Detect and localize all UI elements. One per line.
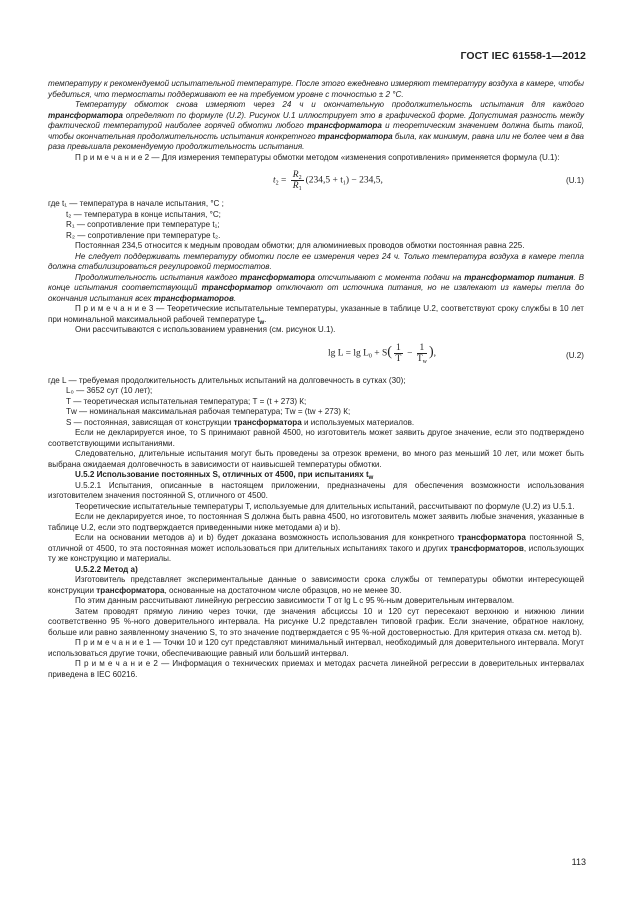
formula-text: ) − 234,5,: [345, 175, 383, 186]
note-text: .: [264, 314, 267, 324]
text: и используемых материалов.: [301, 417, 415, 427]
formula-u2: [48, 339, 584, 373]
document-body: [48, 79, 584, 680]
paragraph: Не следует поддерживать температуру обмотки после ее измерения через 24 ч. Только температура воздуха в камере тепла должна стабилизироваться регулировкой термостатов.: [48, 251, 584, 271]
formula-fraction: $\frac{1}{T_w}$: [416, 342, 427, 365]
paragraph: U.5.2.1 Испытания, описанные в настоящем приложении, предназначены для обеспечения возможности использования изготовителем значения постоянной S, отличного от 4500.: [48, 480, 584, 500]
note: [48, 153, 584, 164]
paragraph: [48, 100, 584, 153]
text: отключают от источника питания, но не извлекают из камеры тепла до окончания испытания всех: [48, 283, 584, 303]
term: трансформатора: [48, 110, 123, 120]
text: . В конце испытания соответствующий: [48, 272, 584, 292]
formula-fraction: $\frac{1}{T}$: [395, 342, 402, 364]
text: Если на основании методов а) и b) будет доказана возможность использования для конкретного: [75, 533, 458, 542]
term: трансформатора: [233, 417, 302, 427]
note-label: П р и м е ч а н и е 2: [75, 152, 150, 162]
paragraph: Если не декларируется иное, то S принимают равной 4500, но изготовитель может заявить другое значение, если это подтверждено соответствующими испытаниями.: [48, 428, 584, 448]
note-text: — Для измерения температуры обмотки методом «изменения сопротивления» применяется формула (U.1):: [149, 152, 560, 162]
section-heading: [48, 470, 584, 481]
text: , использующих ту же конструкцию и материалы.: [48, 543, 584, 563]
paragraph: [48, 273, 584, 305]
note-text: — Точки 10 и 120 сут представляют минимальный интервал, необходимый для доверительного интервала. Могут использоваться другие точки, обеспечивающие равный или больший интервал.: [48, 638, 584, 658]
paragraph: Теоретические испытательные температуры Т, используемые для длительных испытаний, рассчитывают по формуле (U.2) из U.5.1.: [75, 501, 575, 511]
formula-fraction: $\frac{R_2}{R_1}$: [292, 170, 302, 192]
formula-number: (U.1): [566, 176, 584, 185]
definition-item: L₀ — 3652 сут (10 лет);: [66, 386, 153, 395]
paragraph: [48, 533, 584, 565]
formula-numerator: R: [292, 170, 299, 180]
heading-text: U.5.2 Использование постоянных S, отличных от 4500, при испытаниях t: [75, 470, 369, 479]
term: трансформатор: [201, 283, 272, 292]
definition-item: R₁ — сопротивление при температуре t₁;: [66, 220, 220, 229]
section-heading: U.5.2.2 Метод а): [75, 564, 138, 574]
note-text: — Информация о технических приемах и методах расчета линейной регрессии в доверительных интервалах приведена в IEC 60216.: [48, 659, 584, 679]
paragraph: Следовательно, длительные испытания могут быть проведены за отрезок времени, во много раз меньший 10 лет, или может быть выбрана ожидаемая долговечность в зависимости от наивысшей температуры обмотки.: [48, 449, 584, 469]
definition-item: [48, 418, 584, 429]
formula-text: lg L = lg L: [328, 348, 369, 359]
term: трансформаторов: [450, 543, 524, 553]
text: отсчитывают с момента подачи на: [314, 272, 465, 282]
term: трансформатора: [96, 585, 165, 595]
definition-item: Тw — номинальная максимальная рабочая температура; Тw = (tw + 273) К;: [66, 407, 351, 416]
paragraph: температуру к рекомендуемой испытательной температуре. После этого ежедневно измеряют температуру воздуха в камере, чтобы убедиться, что термостаты поддерживают ее на требуемом уровне с точностью ± 2 °С.: [48, 79, 584, 99]
definition-item: R₂ — сопротивление при температуре t₂.: [66, 230, 221, 240]
page-number: 113: [571, 857, 586, 867]
definition-item: где t₁ — температура в начале испытания, °С ;: [48, 199, 224, 208]
term: трансформатор питания: [464, 272, 574, 282]
formula-number: (U.2): [566, 350, 584, 360]
note-text: — Теоретические испытательные температуры, указанные в таблице U.2, соответствуют сроку службы в 10 лет при номинальной максимальной рабочей температуре t: [48, 304, 585, 324]
formula-expression: $t_2$ = $\frac{R_2}{R_1}$ $(234,5 + t_1) - 234,5$,: [273, 170, 383, 192]
definitions-u1: [48, 199, 584, 241]
term: трансформатора: [317, 131, 393, 141]
paragraph: Они рассчитываются с использованием уравнения (см. рисунок U.1).: [75, 325, 336, 334]
text: .: [233, 293, 237, 303]
formula-denominator: R: [292, 181, 299, 191]
text: была, как минимум, равна или не более чем в два раза превышала рекомендуемую продолжительность испытания.: [48, 131, 584, 151]
text: Продолжительность испытания каждого: [75, 272, 241, 282]
text: определяют по формуле (U.2). Рисунок U.1 иллюстрирует это в графической форме. Допустимая разность между фактической температурой наиболее горячей обмотки любого: [48, 110, 584, 130]
paragraph: Постоянная 234,5 относится к медным проводам обмотки; для алюминиевых проводов обмотки постоянная равна 225.: [75, 241, 525, 250]
note-label: П р и м е ч а н и е 2: [75, 659, 158, 668]
term: трансформатора: [240, 272, 315, 282]
text: и теоретическим значением должна быть такой, чтобы окончательная продолжительность испытания конкретного: [48, 121, 584, 141]
definition-item: Т — теоретическая испытательная температура; Т = (t + 273) К;: [66, 396, 307, 406]
text: постоянной S, отличной от 4500, то эта постоянная может использоваться при длительных испытаниях такого и других: [48, 533, 584, 553]
definition-item: где L — требуемая продолжительность длительных испытаний на долговечность в сутках (30);: [48, 375, 406, 385]
note: [48, 638, 584, 659]
formula-text: (234,5 + t: [305, 175, 343, 186]
term: трансформаторов: [153, 293, 234, 303]
text: Изготовитель представляет экспериментальные данные о зависимости срока службы от температуры обмотки интересующей конструкции: [48, 575, 584, 595]
text: , основанные на достаточном числе образцов, но не менее 30.: [164, 585, 402, 595]
definitions-u2: [48, 376, 584, 429]
note: [48, 659, 584, 680]
formula-text: + S: [371, 348, 388, 359]
note-label: П р и м е ч а н и е 1: [75, 638, 151, 647]
paragraph: По этим данным рассчитывают линейную регрессию зависимости Т от lg L с 95 %-ным доверительным интервалом.: [75, 596, 515, 605]
text: S — постоянная, зависящая от конструкции: [66, 417, 234, 427]
term: трансформатора: [307, 121, 382, 130]
paragraph: [48, 575, 584, 596]
document-header: ГОСТ IEC 61558-1—2012: [460, 50, 586, 62]
heading-subscript: w: [368, 475, 374, 481]
formula-u1: [48, 166, 584, 196]
formula-symbol: t: [273, 175, 276, 186]
definition-item: t₂ — температура в конце испытания, °С;: [66, 209, 221, 219]
text: Температуру обмоток снова измеряют через 24 ч и окончательную продолжительность испытания для каждого: [75, 100, 584, 109]
note: [48, 304, 584, 325]
term: трансформатора: [457, 533, 526, 542]
note-subscript: w: [259, 319, 265, 326]
paragraph: Если не декларируется иное, то постоянная S должна быть равна 4500, но изготовитель может заявить любые значения, указанные в таблице U.2, если это подтверждается приведенными ниже методами а) и b).: [48, 512, 584, 532]
paragraph: Затем проводят прямую линию через точки, где значения абсциссы 10 и 120 сут пересекают верхнюю и нижнюю линии соответственно 95 %-ного доверительного интервала. На рисунке U.2 представлен типовой график. Если значение, обратное наклону, больше или равно заявленному значению S, то это значение подтверждается с 95 %-ной достоверностью. Для критерия отказа см. метод b).: [48, 606, 584, 637]
note-label: П р и м е ч а н и е 3: [75, 304, 154, 313]
formula-expression: $\lg L = \lg L_0 + S$( $\frac{1}{T}$ − $\frac{1}{T_w}$ ),: [328, 342, 437, 365]
